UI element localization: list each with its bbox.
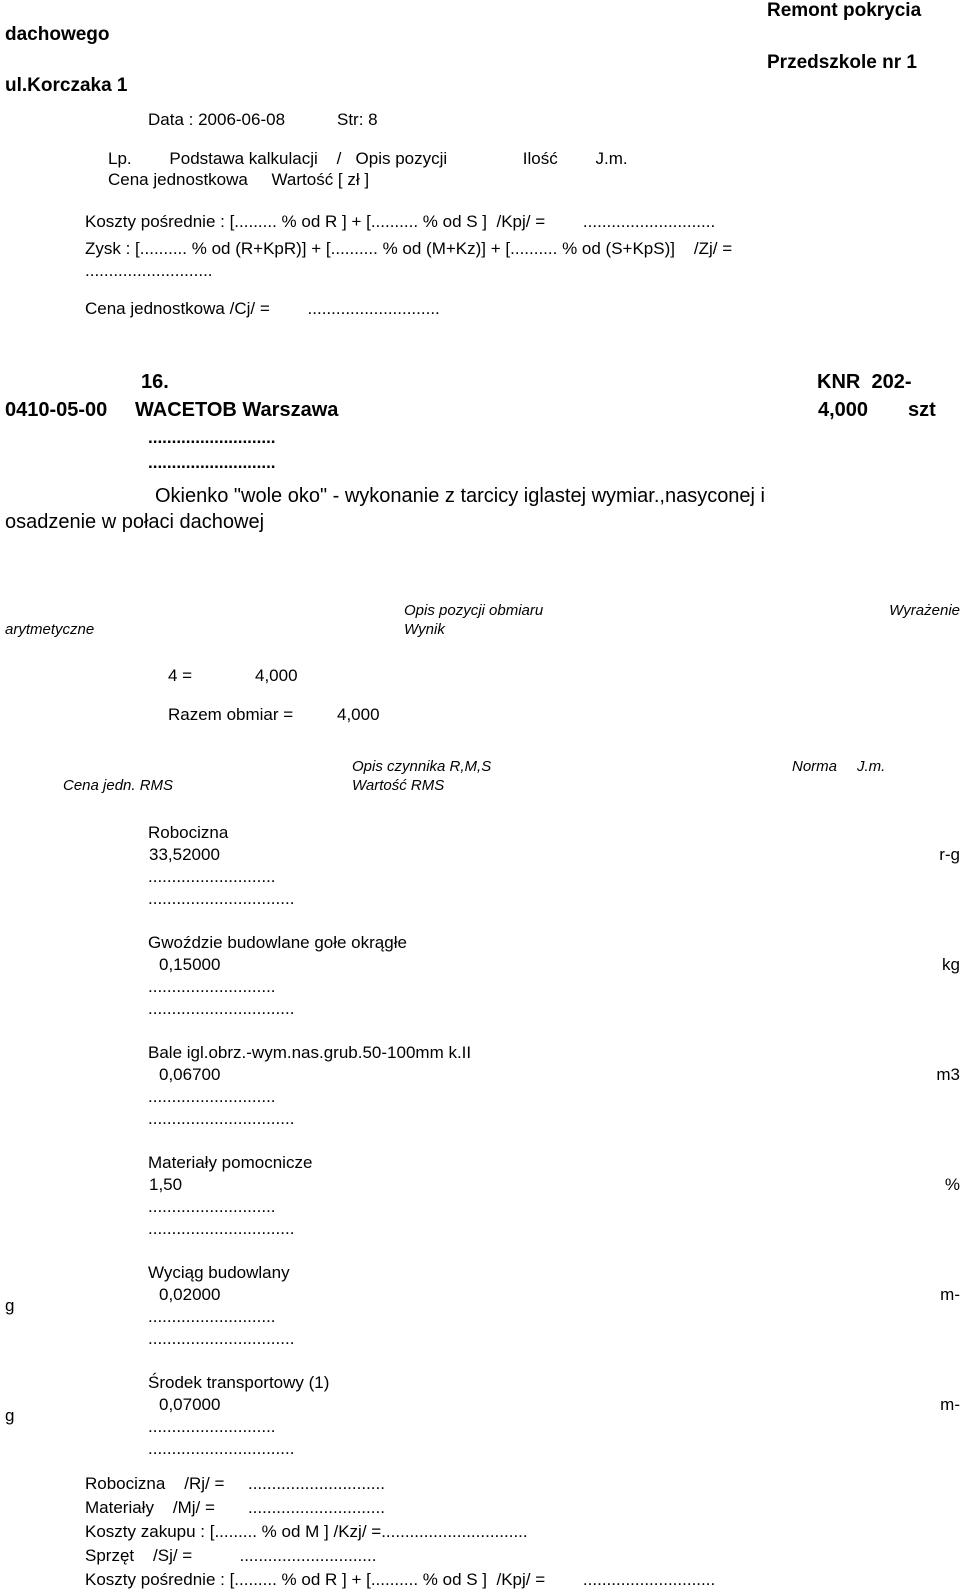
rms-item-name: Bale igl.obrz.-wym.nas.grub.50-100mm k.II	[148, 1043, 472, 1062]
rms-item-norm: 1,50	[149, 1175, 183, 1194]
rms-item-norm: 0,06700	[159, 1065, 221, 1084]
column-header-row1: Lp. Podstawa kalkulacji / Opis pozycji Ilość J.m.	[108, 149, 628, 168]
rms-item-dots-1: ...........................	[148, 1307, 276, 1326]
document-date: Data : 2006-06-08	[148, 110, 286, 129]
rms-item-dots-1: ...........................	[148, 977, 276, 996]
measure-header-result: Wynik	[404, 621, 445, 638]
measure-header-expression: Wyrażenie	[889, 602, 960, 619]
rms-item-name: Robocizna	[148, 823, 229, 842]
project-subtitle: Przedszkole nr 1	[767, 52, 917, 73]
measure-expression: 4 =	[168, 666, 193, 685]
rms-item-unit: r-g	[939, 845, 960, 864]
unit-price-line: Cena jednostkowa /Cj/ = ............................	[85, 299, 440, 318]
measure-header-description: Opis pozycji obmiaru	[404, 602, 544, 619]
rms-item-dots-1: ...........................	[148, 867, 276, 886]
indirect-costs-top: Koszty pośrednie : [......... % od R ] + [.......... % od S ] /Kpj/ = ............................	[85, 212, 716, 231]
project-title: Remont pokrycia	[767, 0, 922, 21]
column-header-row2: Cena jednostkowa Wartość [ zł ]	[108, 170, 370, 189]
rms-item-dots-2: ...............................	[148, 1219, 295, 1238]
rms-item-norm: 33,52000	[149, 845, 220, 864]
rms-item-norm: 0,15000	[159, 955, 221, 974]
purchase-costs-summary: Koszty zakupu : [......... % od M ] /Kzj/ =...............................	[85, 1522, 528, 1541]
rms-item-unit: m-	[940, 1285, 960, 1304]
rms-item-name: Materiały pomocnicze	[148, 1153, 313, 1172]
measure-header-arithmetic: arytmetyczne	[5, 621, 95, 638]
position-number: 16.	[141, 371, 169, 393]
client-address: ul.Korczaka 1	[5, 75, 128, 96]
rms-item-unit: m-	[940, 1395, 960, 1414]
rms-item-dots-2: ...............................	[148, 1109, 295, 1128]
measure-result: 4,000	[255, 666, 298, 685]
rms-item-dots-2: ...............................	[148, 999, 295, 1018]
materials-summary: Materiały /Mj/ = .............................	[85, 1498, 385, 1517]
rms-header-unit-price: Cena jedn. RMS	[63, 777, 174, 794]
client-name: dachowego	[5, 24, 110, 45]
profit-dots: ...........................	[85, 261, 213, 280]
labor-summary: Robocizna /Rj/ = .............................	[85, 1474, 385, 1493]
rms-header-unit: J.m.	[857, 758, 886, 775]
rms-item-unit: m3	[936, 1065, 960, 1084]
measure-total-value: 4,000	[337, 705, 380, 724]
rms-item-name: Środek transportowy (1)	[148, 1373, 330, 1392]
rms-item-norm: 0,07000	[159, 1395, 221, 1414]
rms-item-name: Wyciąg budowlany	[148, 1263, 290, 1282]
rms-header-value: Wartość RMS	[352, 777, 445, 794]
rms-header-norm: Norma	[792, 758, 838, 775]
rms-item-dots-2: ...............................	[148, 889, 295, 908]
rms-item-dots-1: ...........................	[148, 1417, 276, 1436]
rms-item-name: Gwoździe budowlane gołe okrągłe	[148, 933, 407, 952]
rms-item-unit: %	[944, 1175, 960, 1194]
rms-item-dots-2: ...............................	[148, 1439, 295, 1458]
position-quantity: 4,000	[818, 399, 869, 421]
rms-item-dots-1: ...........................	[148, 1087, 276, 1106]
rms-header-description: Opis czynnika R,M,S	[352, 758, 492, 775]
position-description-1: Okienko "wole oko" - wykonanie z tarcicy iglastej wymiar.,nasyconej i	[155, 485, 765, 507]
rms-item-unit: kg	[942, 955, 960, 974]
position-source: WACETOB Warszawa	[135, 399, 339, 421]
rms-item-dots-2: ...............................	[148, 1329, 295, 1348]
profit-line: Zysk : [.......... % od (R+KpR)] + [.......... % od (M+Kz)] + [.......... % od (S+KpS)] /Zj/ =	[85, 239, 733, 258]
indirect-costs-bottom: Koszty pośrednie : [......... % od R ] + [.......... % od S ] /Kpj/ = ............................	[85, 1570, 716, 1589]
page-number: Str: 8	[337, 110, 378, 129]
rms-item-dots-1: ...........................	[148, 1197, 276, 1216]
position-code: 0410-05-00	[5, 399, 108, 421]
position-unit: szt	[908, 399, 936, 421]
position-dots-2: ...........................	[148, 453, 276, 472]
rms-item-unit-continuation: g	[5, 1296, 15, 1315]
rms-item-unit-continuation: g	[5, 1406, 15, 1425]
position-description-2: osadzenie w połaci dachowej	[5, 511, 265, 533]
measure-total-label: Razem obmiar =	[168, 705, 294, 724]
position-dots-1: ...........................	[148, 428, 276, 447]
position-knr: KNR 202-	[817, 371, 912, 393]
rms-item-norm: 0,02000	[159, 1285, 221, 1304]
equipment-summary: Sprzęt /Sj/ = .............................	[85, 1546, 377, 1565]
